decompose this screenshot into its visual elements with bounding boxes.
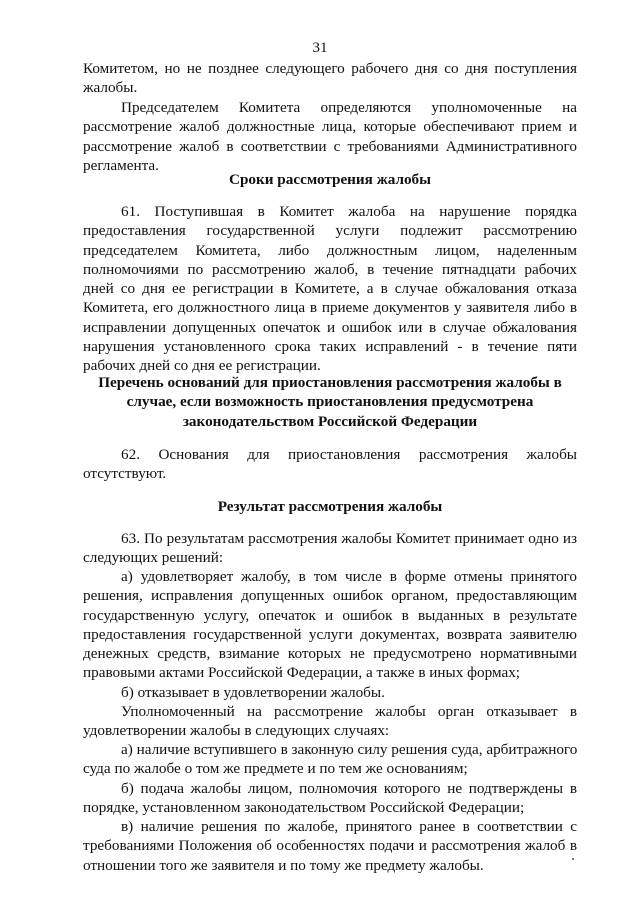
text-line: денежных средств, взимание которых не предусмотрено нормативными xyxy=(83,645,577,663)
text-line: Председателем Комитета определяются уполномоченные на xyxy=(121,99,577,116)
paragraph xyxy=(83,202,577,376)
heading-line: Перечень оснований для приостановления рассмотрения жалобы в xyxy=(98,374,562,391)
text-line: жалобы. xyxy=(83,79,138,97)
text-line: Комитета, его должностного лица в приеме документов у заявителя либо в xyxy=(83,299,577,317)
paragraph xyxy=(83,529,577,568)
heading-line: случае, если возможность приостановления предусмотрена xyxy=(126,393,534,411)
text-line: Уполномоченный на рассмотрение жалобы орган отказывает в xyxy=(121,703,577,720)
text-line: 61. Поступившая в Комитет жалоба на нарушение порядка xyxy=(121,203,577,220)
section-heading xyxy=(83,373,577,431)
text-line: рабочих дней со дня ее регистрации. xyxy=(83,357,321,375)
text-line: предоставления государственной услуги документах, возврата заявителю xyxy=(83,625,577,643)
text-line: 63. По результатам рассмотрения жалобы Комитет принимает одно из xyxy=(121,530,577,547)
paragraph xyxy=(83,702,577,741)
text-line: в) наличие решения по жалобе, принятого ранее в соответствии с xyxy=(121,818,577,835)
text-line: требованиями Положения об особенностях подачи и рассмотрения жалоб в xyxy=(83,837,577,855)
paragraph xyxy=(83,98,577,175)
text-line: а) наличие вступившего в законную силу решения суда, арбитражного xyxy=(121,741,578,758)
text-line: рассмотрение жалоб в соответствии с требованиями Административного xyxy=(83,137,577,155)
heading-line: Сроки рассмотрения жалобы xyxy=(228,171,432,188)
text-line: порядке, установленном законодательством Российской Федерации; xyxy=(83,799,525,817)
paragraph xyxy=(83,567,577,683)
text-line: а) удовлетворяет жалобу, в том числе в форме отмены принятого xyxy=(121,568,577,585)
text-line: полномочиями по рассмотрению жалоб, в течение пятнадцати рабочих xyxy=(83,260,577,278)
text-line: решения, исправления допущенных ошибок органом, предоставляющим xyxy=(83,587,577,605)
text-line: отношении того же заявителя и по тому же предмету жалобы. xyxy=(83,856,484,874)
text-line: б) отказывает в удовлетворении жалобы. xyxy=(121,684,385,701)
text-line: удовлетворении жалобы в следующих случаях: xyxy=(83,722,390,740)
text-line: 62. Основания для приостановления рассмотрения жалобы xyxy=(121,446,577,463)
text-line: председателем Комитета, либо должностным лицом, наделенным xyxy=(83,241,577,259)
text-line: предоставления государственной услуги подлежит рассмотрению xyxy=(83,222,577,240)
text-line: нарушения установленного срока таких исправлений - в течение пяти xyxy=(83,338,577,356)
text-line: государственную услугу, опечаток и ошибок в выданных в результате xyxy=(83,606,577,624)
text-line: дней со дня ее регистрации в Комитете, а в случае обжалования отказа xyxy=(83,280,577,298)
paragraph xyxy=(83,445,577,484)
scan-speck xyxy=(572,858,574,860)
section-heading xyxy=(83,170,577,189)
paragraph xyxy=(83,817,577,875)
paragraph xyxy=(83,59,577,98)
heading-line: законодательством Российской Федерации xyxy=(182,412,478,430)
page-number: 31 xyxy=(312,39,328,56)
text-line: исправлении допущенных опечаток и ошибок или в случае обжалования xyxy=(83,318,577,336)
text-line: суда по жалобе о том же предмете и по тем же основаниям; xyxy=(83,760,468,778)
text-line: б) подача жалобы лицом, полномочия которого не подтверждены в xyxy=(121,780,577,797)
text-line: рассмотрение жалоб должностные лица, которые обеспечивают прием и xyxy=(83,118,577,136)
text-line: отсутствуют. xyxy=(83,465,167,483)
text-line: регламента. xyxy=(83,156,159,174)
paragraph xyxy=(83,779,577,818)
text-line: правовыми актами Российской Федерации, а также в иных формах; xyxy=(83,664,521,682)
paragraph xyxy=(83,683,577,702)
text-line: Комитетом, но не позднее следующего рабочего дня со дня поступления xyxy=(83,60,577,77)
heading-line: Результат рассмотрения жалобы xyxy=(217,498,443,515)
paragraph xyxy=(83,740,577,779)
text-line: следующих решений: xyxy=(83,549,224,567)
section-heading xyxy=(83,497,577,516)
